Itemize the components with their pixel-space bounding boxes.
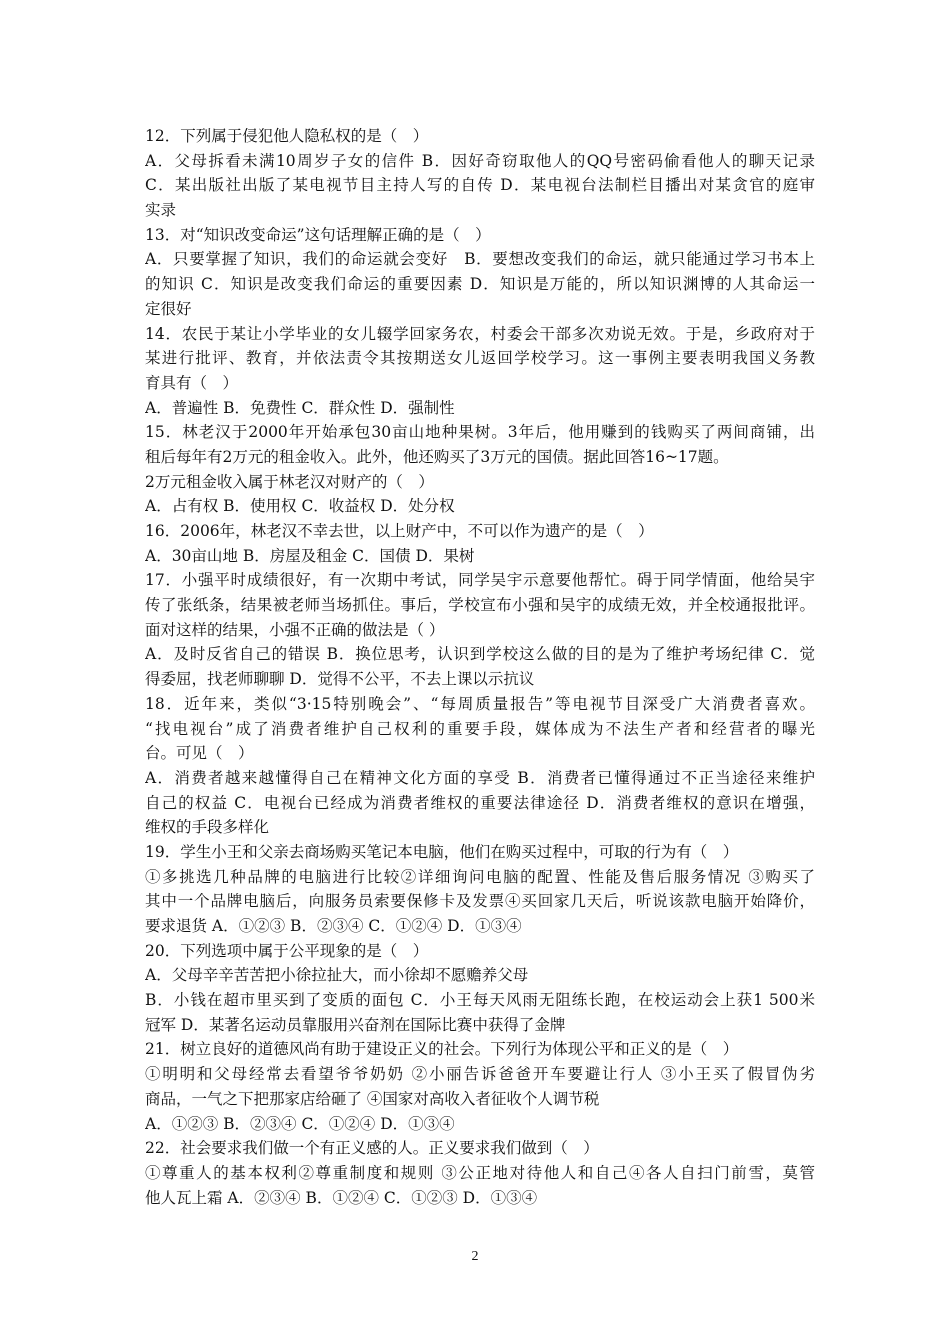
text-line: 12．下列属于侵犯他人隐私权的是（ ） xyxy=(145,127,429,145)
text-line: 得委屈，找老师聊聊 D．觉得不公平，不去上课以示抗议 xyxy=(145,670,535,689)
text-line: 20．下列选项中属于公平现象的是（ ） xyxy=(145,941,429,960)
text-line: 13．对“知识改变命运”这句话理解正确的是（ ） xyxy=(145,225,491,244)
text-line: ①明明和父母经常去看望爷爷奶奶 ②小丽告诉爸爸开车要避让行人 ③小王买了假冒伪劣 xyxy=(145,1065,815,1084)
text-line: 15．林老汉于2000年开始承包30亩山地种果树。3年后，他用赚到的钱购买了两间商铺，出 xyxy=(145,423,815,442)
text-line: 冠军 D．某著名运动员靠服用兴奋剂在国际比赛中获得了金牌 xyxy=(145,1015,566,1034)
text-line: 传了张纸条，结果被老师当场抓住。事后，学校宣布小强和吴宇的成绩无效，并全校通报批评。 xyxy=(145,596,815,615)
text-line: A．①②③ B．②③④ C．①②④ D．①③④ xyxy=(145,1114,455,1133)
text-line: ①多挑选几种品牌的电脑进行比较②详细询问电脑的配置、性能及售后服务情况 ③购买了 xyxy=(145,867,815,886)
text-line: 的知识 C．知识是改变我们命运的重要因素 D．知识是万能的，所以知识渊博的人其命运一 xyxy=(145,275,815,294)
text-line: “找电视台”成了消费者维护自己权利的重要手段，媒体成为不法生产者和经营者的曝光 xyxy=(145,719,815,738)
text-line: B．小钱在超市里买到了变质的面包 C．小王每天风雨无阻练长跑，在校运动会上获1 500米 xyxy=(145,991,815,1010)
text-line: A．父母拆看未满10周岁子女的信件 B．因好奇窃取他人的QQ号密码偷看他人的聊天记录 xyxy=(145,151,815,170)
text-line: 自己的权益 C．电视台已经成为消费者维权的重要法律途径 D．消费者维权的意识在增强， xyxy=(145,793,815,812)
text-line: 面对这样的结果，小强不正确的做法是（ ） xyxy=(145,620,445,639)
text-line: 要求退货 A．①②③ B．②③④ C．①②④ D．①③④ xyxy=(145,917,522,935)
text-line: 台。可见（ ） xyxy=(145,744,254,763)
text-line: C．某出版社出版了某电视节目主持人写的自传 D．某电视台法制栏目播出对某贪官的庭审 xyxy=(145,176,815,195)
text-line: 他人瓦上霜 A．②③④ B．①②④ C．①②③ D．①③④ xyxy=(145,1188,538,1207)
text-line: 育具有（ ） xyxy=(145,373,239,392)
text-line: 16．2006年，林老汉不幸去世，以上财产中，不可以作为遗产的是（ ） xyxy=(145,522,654,540)
text-line: ①尊重人的基本权利②尊重制度和规则 ③公正地对待他人和自己④各人自扫门前雪，莫管 xyxy=(145,1163,815,1182)
text-line: 17．小强平时成绩很好，有一次期中考试，同学吴宇示意要他帮忙。碍于同学情面，他给吴宇 xyxy=(145,571,815,590)
text-line: 2万元租金收入属于林老汉对财产的（ ） xyxy=(145,472,434,491)
text-line: A．占有权 B．使用权 C．收益权 D．处分权 xyxy=(145,497,455,516)
text-line: 租后每年有2万元的租金收入。此外，他还购买了3万元的国债。据此回答16~17题。 xyxy=(145,447,729,466)
text-line: 某进行批评、教育，并依法责令其按期送女儿返回学校学习。这一事例主要表明我国义务教 xyxy=(145,349,815,368)
text-line: A．消费者越来越懂得自己在精神文化方面的享受 B．消费者已懂得通过不正当途径来维护 xyxy=(145,768,815,787)
text-line: 商品，一气之下把那家店给砸了 ④国家对高收入者征收个人调节税 xyxy=(145,1089,600,1108)
text-line: 14．农民于某让小学毕业的女儿辍学回家务农，村委会干部多次劝说无效。于是，乡政府对于 xyxy=(145,324,815,343)
text-line: A．只要掌握了知识，我们的命运就会变好 B．要想改变我们的命运，就只能通过学习书本上 xyxy=(145,250,815,269)
text-line: 定很好 xyxy=(145,299,192,318)
text-line: 21．树立良好的道德风尚有助于建设正义的社会。下列行为体现公平和正义的是（ ） xyxy=(145,1040,739,1059)
text-line: 实录 xyxy=(145,201,177,220)
text-line: A．30亩山地 B．房屋及租金 C．国债 D．果树 xyxy=(145,546,475,565)
question-text-block xyxy=(145,124,815,1210)
text-line: A．父母辛辛苦苦把小徐拉扯大，而小徐却不愿赡养父母 xyxy=(145,966,529,985)
text-line: A．普遍性 B．免费性 C．群众性 D．强制性 xyxy=(145,398,455,417)
text-line: A．及时反省自己的错误 B．换位思考，认识到学校这么做的目的是为了维护考场纪律 C．觉 xyxy=(145,645,815,664)
text-line: 其中一个品牌电脑后，向服务员索要保修卡及发票④买回家几天后，听说该款电脑开始降价， xyxy=(145,892,815,911)
page-number: 2 xyxy=(471,1249,479,1264)
text-line: 维权的手段多样化 xyxy=(145,818,270,837)
text-line: 18．近年来，类似“3·15特别晚会”、“每周质量报告”等电视节目深受广大消费者喜欢。 xyxy=(145,694,815,713)
text-line: 19．学生小王和父亲去商场购买笔记本电脑，他们在购买过程中，可取的行为有（ ） xyxy=(145,842,739,861)
text-line: 22．社会要求我们做一个有正义感的人。正义要求我们做到（ ） xyxy=(145,1139,599,1158)
